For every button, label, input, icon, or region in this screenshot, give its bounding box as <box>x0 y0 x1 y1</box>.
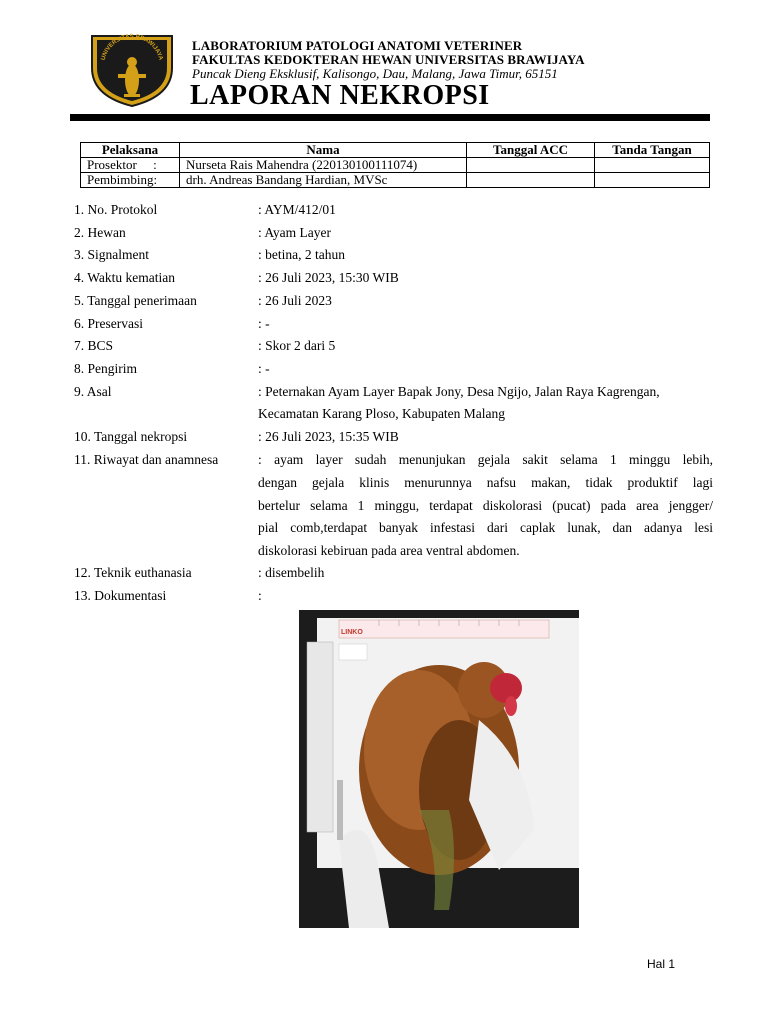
field-value: : AYM/412/01 <box>258 202 336 217</box>
svg-text:LINKO: LINKO <box>341 629 363 636</box>
table-row <box>81 158 710 173</box>
field-label: 13. Dokumentasi <box>74 588 167 603</box>
asal-line-2: Kecamatan Karang Ploso, Kabupaten Malang <box>258 406 506 421</box>
field-value: : disembelih <box>258 565 325 580</box>
signature-cell <box>595 173 710 188</box>
field-label: 3. Signalment <box>74 247 149 262</box>
field-value: : - <box>258 361 270 376</box>
name-cell: drh. Andreas Bandang Hardian, MVSc <box>180 173 467 188</box>
header-divider <box>70 114 710 121</box>
riwayat-line: bertelur selama 1 minggu, terdapat diskolorasi (pucat) pada area jengger/ <box>258 497 713 513</box>
table-header-row <box>81 143 710 158</box>
field-label: 1. No. Protokol <box>74 202 158 217</box>
page-title: LAPORAN NEKROPSI <box>190 80 490 111</box>
name-cell: Nurseta Rais Mahendra (220130100111074) <box>180 158 467 173</box>
column-header: Pelaksana <box>81 143 180 158</box>
field-label: 5. Tanggal penerimaan <box>74 293 197 308</box>
riwayat-text <box>258 449 713 563</box>
field-value: : 26 Juli 2023, 15:30 WIB <box>258 270 399 285</box>
riwayat-line: dengan gejala klinis menurunnya nafsu makan, tidak produktif lagi <box>258 474 713 490</box>
role-cell: Pembimbing: <box>81 173 180 188</box>
riwayat-line: diskolorasi kebiruan pada area ventral abdomen. <box>258 543 520 559</box>
university-logo <box>88 32 176 108</box>
field-label: 2. Hewan <box>74 225 126 240</box>
column-header: Tanda Tangan <box>595 143 710 158</box>
column-header: Tanggal ACC <box>467 143 595 158</box>
riwayat-label: 11. Riwayat dan anamnesa <box>74 452 219 467</box>
riwayat-line: : ayam layer sudah menunjukan gejala sakit selama 1 minggu lebih, <box>258 452 713 467</box>
field-label: 8. Pengirim <box>74 361 137 376</box>
field-label: 6. Preservasi <box>74 316 143 331</box>
riwayat-line: pial comb,terdapat banyak infestasi dari caplak lunak, dan adanya lesi <box>258 520 713 536</box>
role-cell: Prosektor : <box>81 158 180 173</box>
field-label: 4. Waktu kematian <box>74 270 176 285</box>
signature-table <box>80 142 710 188</box>
field-label: 10. Tanggal nekropsi <box>74 429 188 444</box>
signature-cell <box>595 158 710 173</box>
field-value: : 26 Juli 2023, 15:35 WIB <box>258 429 399 444</box>
svg-text:UNIVERSITAS BRAWIJAYA: UNIVERSITAS BRAWIJAYA <box>100 33 164 62</box>
faculty-name: FAKULTAS KEDOKTERAN HEWAN UNIVERSITAS BRAWIJAYA <box>192 52 585 67</box>
column-header: Nama <box>180 143 467 158</box>
date-cell <box>467 173 595 188</box>
field-label: 7. BCS <box>74 338 114 353</box>
field-value: : Ayam Layer <box>258 225 331 240</box>
page-number: Hal 1 <box>647 957 676 971</box>
lab-address: Puncak Dieng Eksklusif, Kalisongo, Dau, Malang, Jawa Timur, 65151 <box>192 66 558 81</box>
field-value: : Skor 2 dari 5 <box>258 338 336 353</box>
field-value: : - <box>258 316 270 331</box>
lab-name: LABORATORIUM PATOLOGI ANATOMI VETERINER <box>192 38 523 53</box>
field-value: : <box>258 588 262 603</box>
asal-line-1: : Peternakan Ayam Layer Bapak Jony, Desa Ngijo, Jalan Raya Kagrengan, <box>258 384 660 399</box>
table-row <box>81 173 710 188</box>
chicken-photo <box>299 610 579 928</box>
field-value: : betina, 2 tahun <box>258 247 345 262</box>
asal-label: 9. Asal <box>74 384 112 399</box>
field-label: 12. Teknik euthanasia <box>74 565 192 580</box>
date-cell <box>467 158 595 173</box>
field-value: : 26 Juli 2023 <box>258 293 332 308</box>
